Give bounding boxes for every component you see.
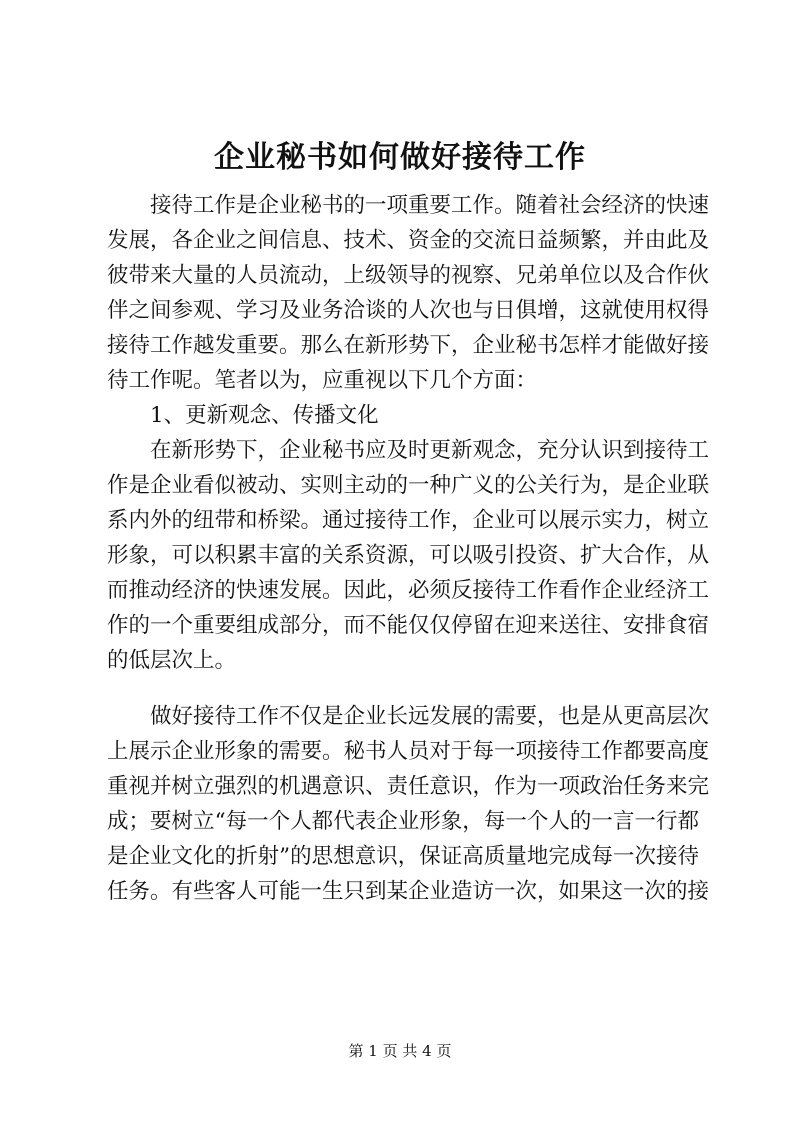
paragraph-line: 任务。有些客人可能一生只到某企业造访一次，如果这一次的接	[107, 879, 710, 904]
paragraph-line: 接待工作越发重要。那么在新形势下，企业秘书怎样才能做好接	[107, 333, 710, 358]
paragraph-line: 在新形势下，企业秘书应及时更新观念，充分认识到接待工	[150, 438, 710, 463]
paragraph-line: 系内外的纽带和桥梁。通过接待工作，企业可以展示实力，树立	[107, 508, 710, 533]
paragraph-line: 发展，各企业之间信息、技术、资金的交流日益频繁，并由此及	[107, 228, 710, 253]
paragraph-gap	[107, 678, 699, 699]
paragraph-line: 接待工作是企业秘书的一项重要工作。随着社会经济的快速	[150, 193, 710, 218]
paragraph-line: 是企业文化的折射”的思想意识，保证高质量地完成每一次接待	[107, 844, 699, 869]
section-heading: 1、更新观念、传播文化	[150, 403, 379, 428]
paragraph-line: 伴之间参观、学习及业务洽谈的人次也与日俱增，这就使用权得	[107, 298, 710, 323]
paragraph-line: 而推动经济的快速发展。因此，必须反接待工作看作企业经济工	[107, 578, 710, 603]
paragraph-line: 形象，可以积累丰富的关系资源，可以吸引投资、扩大合作，从	[107, 543, 710, 568]
page-footer: 第 1 页 共 4 页	[348, 1042, 452, 1060]
paragraph-line: 作的一个重要组成部分，而不能仅仅停留在迎来送往、安排食宿	[107, 613, 710, 638]
paragraph-line: 的低层次上。	[107, 648, 237, 673]
paragraph-line: 彼带来大量的人员流动，上级领导的视察、兄弟单位以及合作伙	[107, 263, 710, 288]
paragraph-line: 成；要树立“每一个人都代表企业形象，每一个人的一言一行都	[107, 809, 699, 834]
paragraph-line: 待工作呢。笔者以为，应重视以下几个方面：	[107, 368, 538, 393]
paragraph-line: 上展示企业形象的需要。秘书人员对于每一项接待工作都要高度	[107, 739, 710, 764]
paragraph-line: 做好接待工作不仅是企业长远发展的需要，也是从更高层次	[150, 704, 710, 729]
paragraph-line: 作是企业看似被动、实则主动的一种广义的公关行为，是企业联	[107, 473, 710, 498]
document-title: 企业秘书如何做好接待工作	[214, 140, 586, 175]
paragraph-line: 重视并树立强烈的机遇意识、责任意识，作为一项政治任务来完	[107, 774, 710, 799]
document-body	[107, 188, 710, 909]
